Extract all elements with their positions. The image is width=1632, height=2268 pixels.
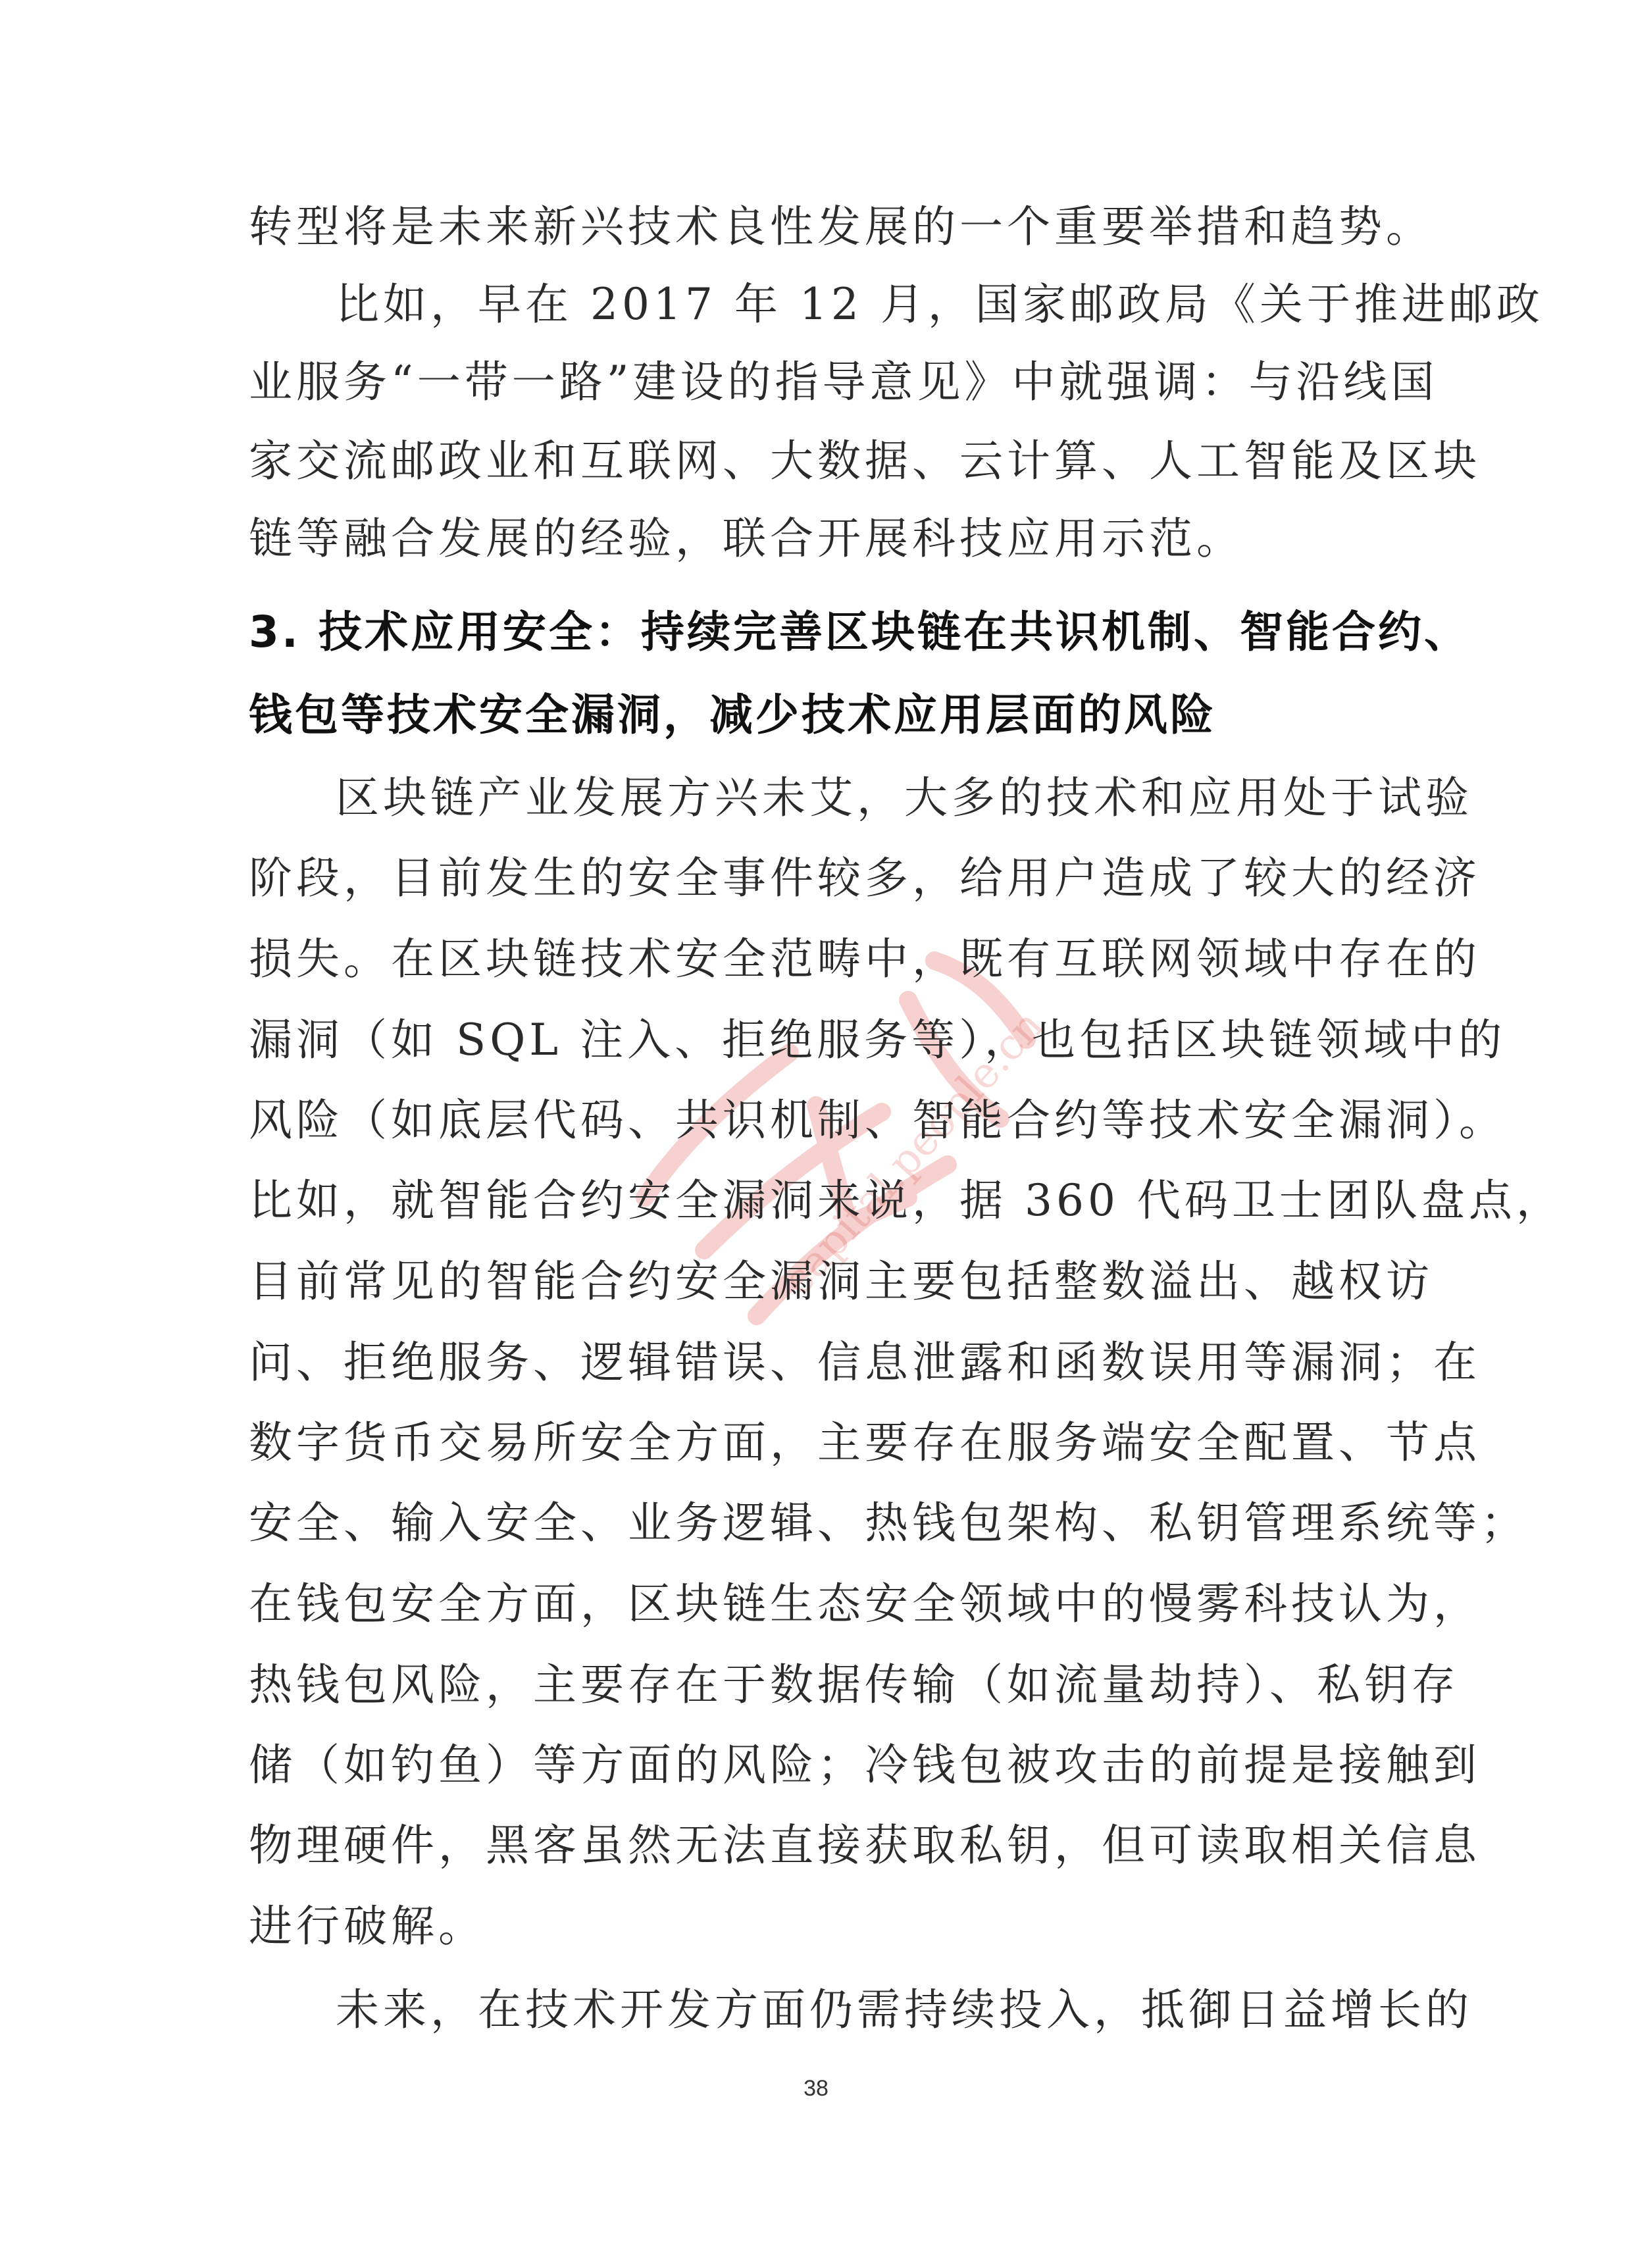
paragraph-2-line-1: 区块链产业发展方兴未艾，大多的技术和应用处于试验 xyxy=(336,772,1473,823)
paragraph-1-line-1: 比如，早在 2017 年 12 月，国家邮政局《关于推进邮政 xyxy=(336,279,1544,330)
page-number: 38 xyxy=(803,2076,829,2101)
section-heading-line-2: 钱包等技术安全漏洞，减少技术应用层面的风险 xyxy=(249,690,1216,740)
paragraph-3-line-1: 未来，在技术开发方面仍需持续投入，抵御日益增长的 xyxy=(336,1984,1473,2035)
paragraph-2-line-7: 目前常见的智能合约安全漏洞主要包括整数溢出、越权访 xyxy=(249,1256,1433,1307)
paragraph-2-line-4: 漏洞（如 SQL 注入、拒绝服务等），也包括区块链领域中的 xyxy=(249,1015,1506,1065)
paragraph-1-line-3: 家交流邮政业和互联网、大数据、云计算、人工智能及区块 xyxy=(249,436,1481,486)
paragraph-2-line-9: 数字货币交易所安全方面，主要存在服务端安全配置、节点 xyxy=(249,1417,1481,1468)
section-heading-line-1: 3. 技术应用安全：持续完善区块链在共识机制、智能合约、 xyxy=(249,607,1470,657)
paragraph-2-line-2: 阶段，目前发生的安全事件较多，给用户造成了较大的经济 xyxy=(249,853,1481,903)
paragraph-2-line-10: 安全、输入安全、业务逻辑、热钱包架构、私钥管理系统等； xyxy=(249,1498,1528,1548)
paragraph-2-line-8: 问、拒绝服务、逻辑错误、信息泄露和函数误用等漏洞；在 xyxy=(249,1337,1481,1388)
paragraph-2-line-5: 风险（如底层代码、共识机制、智能合约等技术安全漏洞）。 xyxy=(249,1095,1506,1146)
paragraph-2-line-14: 物理硬件，黑客虽然无法直接获取私钥，但可读取相关信息 xyxy=(249,1820,1481,1871)
paragraph-2-line-12: 热钱包风险，主要存在于数据传输（如流量劫持）、私钥存 xyxy=(249,1659,1459,1710)
body-line-1: 转型将是未来新兴技术良性发展的一个重要举措和趋势。 xyxy=(249,201,1433,252)
paragraph-2-line-3: 损失。在区块链技术安全范畴中，既有互联网领域中存在的 xyxy=(249,934,1481,984)
paragraph-1-line-2: 业服务“一带一路”建设的指导意见》中就强调：与沿线国 xyxy=(249,357,1439,407)
paragraph-2-line-15: 进行破解。 xyxy=(249,1901,486,1952)
watermark-url: capital.people.cn xyxy=(773,1001,1054,1305)
paragraph-1-line-4: 链等融合发展的经验，联合开展科技应用示范。 xyxy=(249,513,1244,564)
paragraph-2-line-11: 在钱包安全方面，区块链生态安全领域中的慢雾科技认为， xyxy=(249,1578,1481,1629)
paragraph-2-line-6: 比如，就智能合约安全漏洞来说，据 360 代码卫士团队盘点， xyxy=(249,1175,1564,1226)
paragraph-2-line-13: 储（如钓鱼）等方面的风险；冷钱包被攻击的前提是接触到 xyxy=(249,1740,1481,1790)
